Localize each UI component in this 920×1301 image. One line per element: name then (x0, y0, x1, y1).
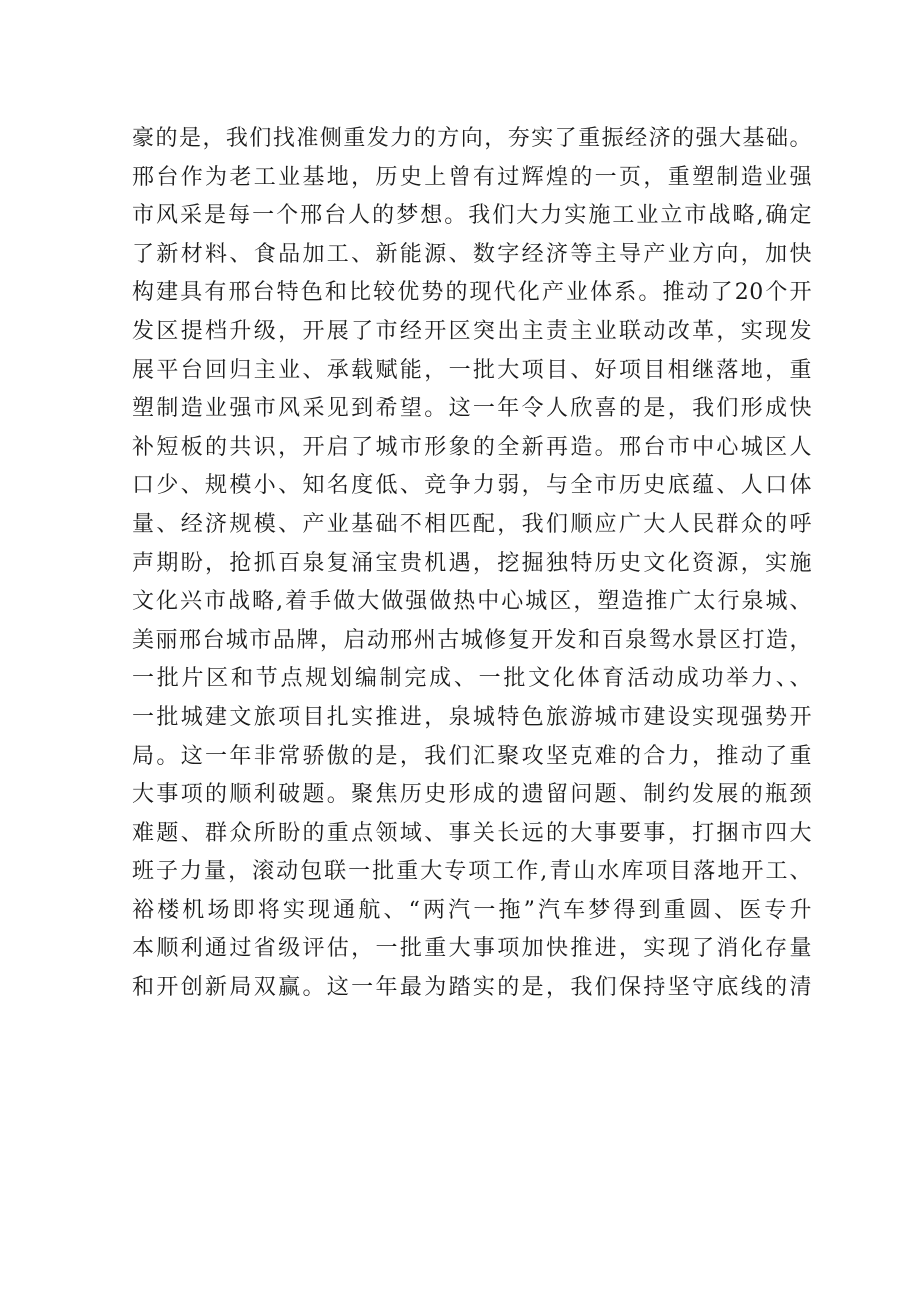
text-line: 市风采是每一个邢台人的梦想。我们大力实施工业立市战略,确定 (132, 203, 812, 229)
text-line: 局。这一年非常骄傲的是，我们汇聚攻坚克难的合力，推动了重 (132, 743, 812, 769)
text-line: 塑制造业强市风采见到希望。这一年令人欣喜的是，我们形成快 (132, 396, 812, 422)
text-line: 裕楼机场即将实现通航、“两汽一拖”汽车梦得到重圆、医专升 (132, 897, 812, 923)
text-line: 补短板的共识，开启了城市形象的全新再造。邢台市中心城区人 (132, 434, 812, 460)
text-line: 和开创新局双赢。这一年最为踏实的是，我们保持坚守底线的清 (132, 975, 812, 1001)
text-line: 发区提档升级，开展了市经开区突出主责主业联动改革，实现发 (132, 318, 812, 344)
text-line: 声期盼，抢抓百泉复涌宝贵机遇，挖掘独特历史文化资源，实施 (132, 550, 812, 576)
text-line: 构建具有邢台特色和比较优势的现代化产业体系。推动了20个开 (132, 280, 812, 306)
text-line: 量、经济规模、产业基础不相匹配，我们顺应广大人民群众的呼 (132, 511, 812, 537)
text-line: 了新材料、食品加工、新能源、数字经济等主导产业方向，加快 (132, 241, 812, 267)
text-line: 班子力量，滚动包联一批重大专项工作,青山水库项目落地开工、 (132, 859, 812, 885)
text-line: 大事项的顺利破题。聚焦历史形成的遗留问题、制约发展的瓶颈 (132, 782, 812, 808)
text-line: 美丽邢台城市品牌，启动邢州古城修复开发和百泉鸳水景区打造， (132, 627, 812, 653)
text-line: 本顺利通过省级评估，一批重大事项加快推进，实现了消化存量 (132, 936, 812, 962)
text-line: 一批城建文旅项目扎实推进，泉城特色旅游城市建设实现强势开 (132, 704, 812, 730)
text-line: 豪的是，我们找准侧重发力的方向，夯实了重振经济的强大基础。 (132, 126, 812, 151)
text-line: 展平台回归主业、承载赋能，一批大项目、好项目相继落地，重 (132, 357, 812, 383)
text-line: 文化兴市战略,着手做大做强做热中心城区，塑造推广太行泉城、 (132, 589, 812, 615)
text-line: 难题、群众所盼的重点领域、事关长远的大事要事，打捆市四大 (132, 820, 812, 846)
text-line: 一批片区和节点规划编制完成、一批文化体育活动成功举力、、 (132, 666, 812, 692)
body-paragraph (132, 120, 812, 1008)
text-line: 口少、规模小、知名度低、竞争力弱，与全市历史底蕴、人口体 (132, 473, 812, 499)
text-line: 邢台作为老工业基地，历史上曾有过辉煌的一页，重塑制造业强 (132, 164, 812, 190)
